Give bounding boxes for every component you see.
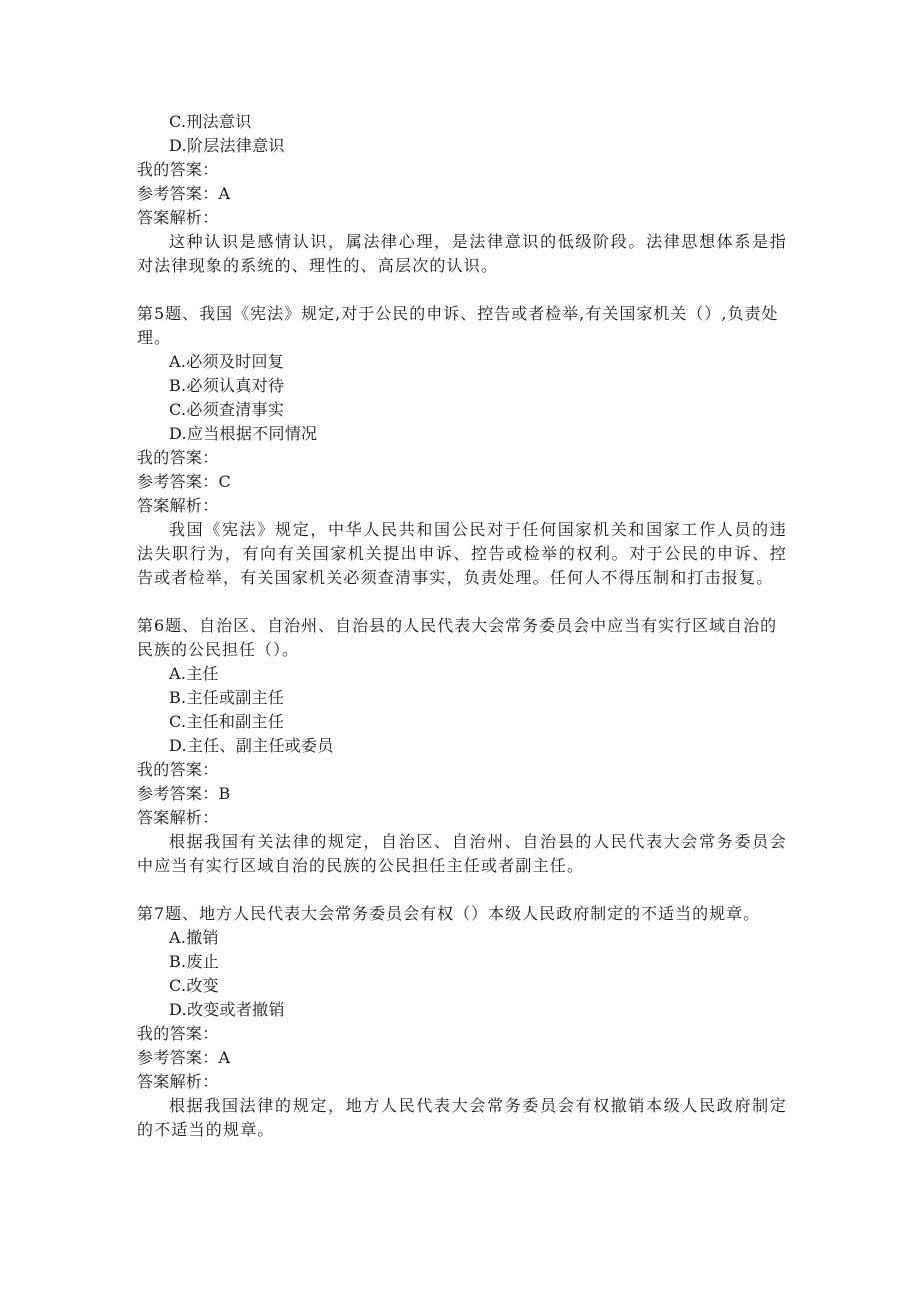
option-c: C.改变 [169,976,219,995]
option-a: A.必须及时回复 [169,352,285,371]
option-b: B.必须认真对待 [169,376,285,395]
reference-answer: 参考答案：A [137,1048,231,1067]
option-b: B.废止 [169,952,220,971]
option-b: B.主任或副主任 [169,688,285,707]
reference-answer: 参考答案：B [137,784,231,803]
my-answer-label: 我的答案： [137,760,219,779]
my-answer-label: 我的答案： [137,160,219,179]
document-content [137,110,787,1142]
option-a: A.撤销 [169,928,219,947]
option-c: C.必须查清事实 [169,400,285,419]
option-d: D.改变或者撤销 [169,1000,285,1019]
option-d: D.主任、副主任或委员 [169,736,334,755]
question-5 [137,302,787,590]
question-text: 第6题、自治区、自治州、自治县的人民代表大会常务委员会中应当有实行区域自治的民族的公民担任（）。 [137,616,778,659]
analysis-text: 这种认识是感情认识，属法律心理，是法律意识的低级阶段。法律思想体系是指对法律现象的系统的、理性的、高层次的认识。 [137,232,787,275]
question-text: 第7题、地方人民代表大会常务委员会有权（）本级人民政府制定的不适当的规章。 [137,904,761,923]
option-d: D.阶层法律意识 [169,136,285,155]
option-c: C.刑法意识 [169,112,252,131]
question-7 [137,902,787,1142]
analysis-text: 根据我国有关法律的规定，自治区、自治州、自治县的人民代表大会常务委员会中应当有实行区域自治的民族的公民担任主任或者副主任。 [137,832,787,875]
my-answer-label: 我的答案： [137,448,219,467]
analysis-label: 答案解析： [137,208,219,227]
reference-answer: 参考答案：C [137,472,232,491]
question-text: 第5题、我国《宪法》规定,对于公民的申诉、控告或者检举,有关国家机关（）,负责处理。 [137,304,779,347]
option-a: A.主任 [169,664,219,683]
analysis-label: 答案解析： [137,496,219,515]
analysis-text: 根据我国法律的规定，地方人民代表大会常务委员会有权撤销本级人民政府制定的不适当的规章。 [137,1096,787,1139]
my-answer-label: 我的答案： [137,1024,219,1043]
option-c: C.主任和副主任 [169,712,285,731]
analysis-text: 我国《宪法》规定，中华人民共和国公民对于任何国家机关和国家工作人员的违法失职行为，有向有关国家机关提出申诉、控告或检举的权利。对于公民的申诉、控告或者检举，有关国家机关必须查清事实，负责处理。任何人不得压制和打击报复。 [137,520,787,587]
analysis-label: 答案解析： [137,808,219,827]
question-4-tail [137,110,787,278]
option-d: D.应当根据不同情况 [169,424,318,443]
analysis-label: 答案解析： [137,1072,219,1091]
question-6 [137,614,787,878]
reference-answer: 参考答案：A [137,184,231,203]
